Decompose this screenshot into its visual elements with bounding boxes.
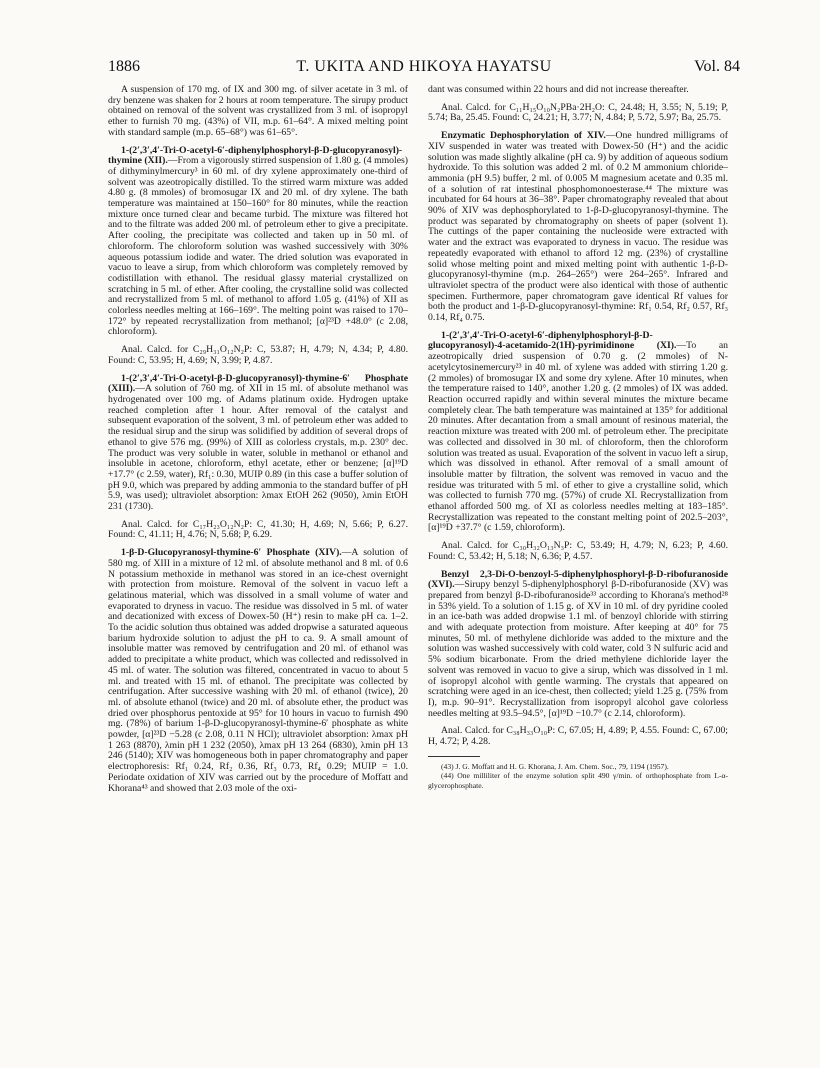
running-title: T. UKITA AND HIKOYA HAYATSU (296, 58, 552, 75)
paragraph-text: —A solution of 760 mg. of XII in 15 ml. of absolute methanol was hydrogenated over 100 mg. of Adams platinum oxide. Hydrogen uptake reached completion after 1 hour. After removal of the catalyst and subsequent evaporation of the solvent, 3 ml. of petroleum ether was added to the residual sirup and the sirup was solidified by addition of several drops of ethanol to give 576 mg. (99%) of XIII as colorless crystals, m.p. 230° dec. The product was very soluble in water, soluble in methanol or ethanol and insoluble in acetone, chloroform, ethyl acetate, ether or benzene; [α]¹⁹D +17.7° (c 2.59, water), Rf₁: 0.30, MUIP 0.89 (in this case a buffer solution of pH 9.0, which was prepared by adding ammonia to the standard buffer of pH 5.9, was used); ultraviolet absorption: λmax EtOH 262 (9050), λmin EtOH 231 (1730). (108, 383, 408, 513)
paragraph-text: Anal. Calcd. for C₁₇H₂₃O₁₂N₂P: C, 41.30; H, 4.69; N, 5.66; P, 6.27. Found: C, 41.11; H, 4.76; N, 5.68; P, 6.29. (108, 518, 408, 541)
section-title: Enzymatic Dephosphorylation of XIV. (441, 130, 606, 142)
paragraph (108, 520, 408, 541)
paragraph (108, 85, 408, 139)
paragraph (108, 548, 408, 794)
paragraph-text: Anal. Calcd. for C₃₈H₃₃O₁₀P: C, 67.05; H, 4.89; P, 4.55. Found: C, 67.00; H, 4.72; P, 4.28. (428, 725, 728, 748)
section-title: Benzyl 2,3-Di-O-benzoyl-5-diphenylphosphoryl-β-D-ribofuranoside (XVI). (428, 568, 728, 591)
page-number: 1886 (108, 58, 140, 75)
paragraph-text: Anal. Calcd. for C₃₀H₃₂O₁₃N₃P: C, 53.49; H, 4.79; N, 6.23; P, 4.60. Found: C, 53.42; H, 5.18; N, 6.36; P, 4.57. (428, 540, 728, 562)
paragraph (108, 146, 408, 339)
paragraph-text: Anal. Calcd. for C₁₁H₁₅O₁₀N₂PBa·2H₂O: C, 24.48; H, 3.55; N, 5.19; P, 5.74; Ba, 25.45. Found: C, 24.21; H, 3.77; N, 4.84; P, 5.72, 5.97; Ba, 25.75. (428, 101, 728, 124)
paragraph-text: dant was consumed within 22 hours and did not increase thereafter. (428, 85, 689, 95)
paragraph (428, 85, 728, 96)
paragraph (428, 103, 728, 124)
paragraph (428, 541, 728, 562)
paragraph (428, 131, 728, 324)
paragraph-text: —One hundred milligrams of XIV suspended in water was treated with Dowex-50 (H⁺) and the acidic solution was made slightly alkaline (pH ca. 9) by addition of aqueous sodium hydroxide. To this solution was added 2 ml. of 0.2 M ammonium chloride–ammonia (pH 9.5) buffer, 2 ml. of 0.005 M magnesium acetate and 0.35 ml. of a solution of rat intestinal phosphomonoesterase.⁴⁴ The mixture was incubated for 64 hours at 36–38°. Paper chromatography revealed that about 90% of XIV was dephosphorylated to 1-β-D-glucopyranosyl-thymine. The product was separated by chromatography on sheets of paper (solvent 1). The cuttings of the paper containing the nucleoside were extracted with water and the extract was evaporated to dryness in vacuo. The residue was repeatedly evaporated with ethanol to afford 12 mg. (23%) of crystalline solid whose melting point and mixed melting point with authentic 1-β-D-glucopyranosyl-thymine (m.p. 264–265°) were 264–265°. Infrared and ultraviolet spectra of the product were also identical with those of authentic specimen. Furthermore, paper chromatogram gave identical Rf values for both the product and 1-β-D-glucopyranosyl-thymine: Rf₁ 0.54, Rf₂ 0.57, Rf₃ 0.14, Rf₄ 0.75. (428, 130, 728, 324)
paragraph (428, 570, 728, 720)
page-header (108, 58, 740, 80)
section-title: 1-(2′,3′,4′-Tri-O-acetyl-β-D-glucopyranosyl)-thymine-6′ Phosphate (XIII). (108, 372, 408, 395)
paragraph-text: Anal. Calcd. for C₂₉H₃₁O₁₂N₂P: C, 53.87; H, 4.79; N, 4.34; P, 4.80. Found: C, 53.95; H, 4.69; N, 3.99; P, 4.87. (108, 344, 408, 366)
paragraph (108, 374, 408, 513)
paragraph-text: —To an azeotropically dried suspension of 0.70 g. (2 mmoles) of N-acetylcytosinemercury²³ in 40 ml. of xylene was added with stirring 1.20 g. (2 mmoles) of bromosugar IX and some dry xylene. After 10 minutes, when the temperature raised to 140°, another 1.20 g. (2 mmoles) of IX was added. Reaction occurred rapidly and within several minutes the mixture became completely clear. The bath temperature was maintained at 135° for additional 20 minutes. After decantation from a small amount of resinous material, the reaction mixture was treated with 200 ml. of petroleum ether. The precipitate was collected and dissolved in 30 ml. of chloroform, then the chloroform solution was treated as usual. Evaporation of the solvent in vacuo left a sirup, which was dissolved in ethanol. After removal of a small amount of insoluble matter by filtration, the solvent was removed in vacuo and the residue was triturated with 5 ml. of ether to give a crystalline solid, which was collected to furnish 770 mg. (57%) of crude XI. Recrystallization from ethanol afforded 500 mg. of XI as colorless needles melting at 183–185°. Recrystallization was repeated to the constant melting point of 202.5–203°, [α]¹⁹D +37.7° (c 1.59, chloroform). (428, 340, 728, 534)
footnote: (43) J. G. Moffatt and H. G. Khorana, J. Am. Chem. Soc., 79, 1194 (1957). (441, 761, 669, 771)
paragraph (108, 345, 408, 366)
section-title: 1-(2′,3′,4′-Tri-O-acetyl-6′-diphenylphosphoryl-β-D-glucopyranosyl)-thymine (XII). (108, 144, 403, 167)
section-title: 1-(2′,3′,4′-Tri-O-acetyl-6′-diphenylphosphoryl-β-D-glucopyranosyl)-4-acetamido-2(1H)-pyrimidinone (XI). (428, 329, 677, 352)
paragraph-text: A suspension of 170 mg. of IX and 300 mg. of silver acetate in 3 ml. of dry benzene was shaken for 2 hours at room temperature. The sirupy product obtained on removal of the solvent was crystallized from 3 ml. of isopropyl ether to furnish 70 mg. (43%) of VII, m.p. 61–64°. A mixed melting point with standard sample (m.p. 65–68°) was 61–65°. (108, 85, 408, 138)
paragraph-text: —From a vigorously stirred suspension of 1.80 g. (4 mmoles) of dithyminylmercury³ in 60 ml. of dry xylene approximately one-third of solvent was azeotropically distilled. To the stirred warm mixture was added 4.80 g. (8 mmoles) of bromosugar IX and 20 ml. of dry xylene. The bath temperature was maintained at 150–160° for 80 minutes, while the reaction mixture once turned clear and became turbid. The mixture was filtered hot and to the filtrate was added 200 ml. of petroleum ether to give a precipitate. After cooling, the precipitate was collected and taken up in 50 ml. of chloroform. The chloroform solution was washed successively with 30% aqueous potassium iodide and water. The dried solution was evaporated in vacuo to leave a sirup, from which chloroform was completely removed by codistillation with ethanol. The residual glassy material crystallized on scratching in 5 ml. of ether. After cooling, the crystalline solid was collected and recrystallized from 5 ml. of methanol to afford 1.05 g. (41%) of XII as colorless needles melting at 166–169°. The melting point was raised to 170–172° by repeated recrystallization from methanol; [α]²³D +48.0° (c 2.08, chloroform). (108, 155, 408, 338)
footnote: (44) One milliliter of the enzyme solution split 490 γ/min. of orthophosphate from L-α-glycerophosphate. (428, 771, 728, 790)
section-title: 1-β-D-Glucopyranosyl-thymine-6′ Phosphate (XIV). (121, 547, 342, 559)
left-column (108, 85, 408, 1040)
footnote-rule (428, 756, 480, 757)
paragraph (428, 331, 728, 534)
right-column (428, 85, 728, 1040)
volume-label: Vol. 84 (694, 58, 740, 75)
paragraph-text: —Sirupy benzyl 5-diphenylphosphoryl β-D-ribofuranoside (XV) was prepared from benzyl β-D-ribofuranoside³³ according to Khorana's method²⁸ in 53% yield. To a solution of 1.15 g. of XV in 10 ml. of dry pyridine cooled in an ice-bath was added dropwise 1.1 ml. of benzoyl chloride with stirring and with adequate protection from moisture. After keeping at 40° for 75 minutes, 50 ml. of methylene dichloride was added to the mixture and the solution was washed successively with cold water, cold 3 N sulfuric acid and 5% sodium bicarbonate. From the dried methylene dichloride layer the solvent was removed in vacuo to give a sirup, which was dissolved in 1 ml. of isopropyl alcohol with gentle warming. The crystals that appeared on scratching were aged in an ice-chest, then collected; yield 1.25 g. (75% from I), m.p. 90–91°. Recrystallization from isopropyl alcohol gave colorless needles melting at 93.5–94.5°, [α]¹⁹D −10.7° (c 2.14, chloroform). (428, 579, 728, 719)
paragraph (428, 726, 728, 747)
paragraph-text: —A solution of 580 mg. of XIII in a mixture of 12 ml. of absolute methanol and 8 ml. of 0.6 N potassium methoxide in methanol was stored in an ice-chest overnight with protection from moisture. Removal of the solvent in vacuo left a gelatinous material, which was dissolved in a small volume of water and evaporated to dryness in vacuo. The residue was dissolved in 5 ml. of water and decationized with excess of Dowex-50 (H⁺) resin to make pH ca. 1–2. To the acidic solution thus obtained was added dropwise a saturated aqueous barium hydroxide solution to adjust the pH to ca. 9. A small amount of insoluble matter was removed by centrifugation and 20 ml. of ethanol was added to precipitate a white product, which was collected and redissolved in 45 ml. of water. The solution was filtered, concentrated in vacuo to about 5 ml. and treated with 15 ml. of ethanol. The precipitate was collected by centrifugation. After successive washing with 20 ml. of ethanol (twice), 20 ml. of absolute ethanol (twice) and 20 ml. of absolute ether, the product was dried over phosphorus pentoxide at 95° for 10 hours in vacuo to furnish 490 mg. (78%) of barium 1-β-D-glucopyranosyl-thymine-6′ phosphate as white powder, [α]²³D −5.28 (c 2.08, 0.11 N HCl); ultraviolet absorption: λmax pH 1 263 (8870), λmin pH 1 232 (2050), λmax pH 13 264 (6830), λmin pH 13 246 (5140); XIV was homogeneous both in paper chromatography and paper electrophoresis: Rf₁ 0.24, Rf₂ 0.36, Rf₃ 0.73, Rf₄ 0.29; MUIP = 1.0. Periodate oxidation of XIV was carried out by the procedure of Moffatt and Khorana⁴³ and showed that 2.03 mole of the oxi- (108, 547, 408, 794)
